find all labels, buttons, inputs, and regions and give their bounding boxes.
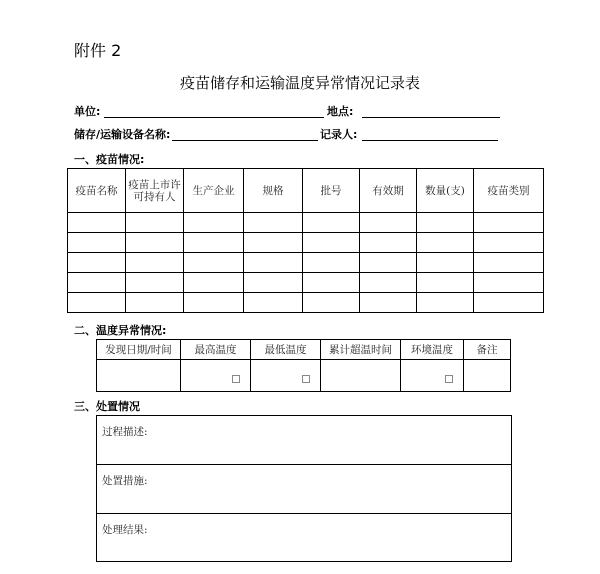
col-expiry: 有效期 — [360, 169, 417, 213]
device-name-field[interactable] — [172, 126, 318, 141]
col-min-temp: 最低温度 — [251, 340, 321, 360]
col-discovery-time: 发现日期/时间 — [97, 340, 181, 360]
vaccine-table — [67, 168, 544, 313]
table-cell[interactable] — [360, 253, 417, 273]
table-cell[interactable] — [417, 293, 474, 313]
ambient-temp-cell[interactable] — [401, 360, 464, 392]
table-cell[interactable] — [474, 273, 544, 293]
table-cell[interactable] — [360, 213, 417, 233]
location-field[interactable] — [362, 103, 500, 118]
col-quantity: 数量(支) — [417, 169, 474, 213]
table-cell[interactable] — [417, 233, 474, 253]
device-name-label: 储存/运输设备名称: — [74, 128, 171, 141]
table-cell[interactable] — [184, 273, 244, 293]
table-row — [68, 273, 544, 293]
table-cell[interactable] — [360, 233, 417, 253]
table-row — [68, 253, 544, 273]
table-cell[interactable] — [360, 273, 417, 293]
table-cell[interactable] — [303, 293, 360, 313]
table-cell[interactable] — [244, 233, 303, 253]
col-vaccine-name: 疫苗名称 — [68, 169, 126, 213]
recorder-field[interactable] — [362, 126, 498, 141]
table-cell[interactable] — [417, 213, 474, 233]
process-description-field[interactable] — [97, 416, 511, 465]
col-specification: 规格 — [244, 169, 303, 213]
table-cell[interactable] — [126, 253, 184, 273]
section-temperature-heading: 二、温度异常情况: — [74, 324, 167, 337]
table-cell[interactable] — [244, 293, 303, 313]
checkbox-icon[interactable] — [445, 375, 453, 383]
table-cell[interactable] — [474, 253, 544, 273]
temperature-table — [96, 339, 511, 392]
disposal-measures-label: 处置措施: — [102, 475, 148, 487]
max-temp-cell[interactable] — [181, 360, 251, 392]
table-cell[interactable] — [126, 273, 184, 293]
col-max-temp: 最高温度 — [181, 340, 251, 360]
unit-field[interactable] — [104, 103, 324, 118]
table-cell[interactable] — [68, 213, 126, 233]
table-cell[interactable] — [126, 213, 184, 233]
table-cell[interactable] — [68, 233, 126, 253]
table-cell[interactable] — [68, 293, 126, 313]
table-cell[interactable] — [68, 273, 126, 293]
table-cell[interactable] — [303, 213, 360, 233]
process-description-label: 过程描述: — [102, 426, 148, 438]
vaccine-header-row — [68, 169, 544, 213]
col-vaccine-category: 疫苗类别 — [474, 169, 544, 213]
section-disposal-heading: 三、处置情况 — [74, 400, 140, 413]
table-cell[interactable] — [68, 253, 126, 273]
table-cell[interactable] — [184, 293, 244, 313]
table-cell[interactable] — [244, 253, 303, 273]
col-remarks: 备注 — [464, 340, 511, 360]
table-row — [97, 360, 511, 392]
form-title: 疫苗储存和运输温度异常情况记录表 — [179, 74, 420, 92]
table-cell[interactable] — [303, 233, 360, 253]
table-cell[interactable] — [184, 233, 244, 253]
table-cell[interactable] — [303, 273, 360, 293]
table-cell[interactable] — [126, 233, 184, 253]
col-batch-number: 批号 — [303, 169, 360, 213]
remarks-cell[interactable] — [464, 360, 511, 392]
checkbox-icon[interactable] — [232, 375, 240, 383]
col-license-holder: 疫苗上市许可持有人 — [126, 169, 184, 213]
table-cell[interactable] — [474, 293, 544, 313]
location-label: 地点: — [327, 105, 354, 118]
table-cell[interactable] — [417, 253, 474, 273]
unit-label: 单位: — [74, 105, 101, 118]
disposal-box — [96, 415, 512, 562]
table-cell[interactable] — [303, 253, 360, 273]
handling-result-field[interactable] — [97, 514, 511, 561]
checkbox-icon[interactable] — [302, 375, 310, 383]
col-manufacturer: 生产企业 — [184, 169, 244, 213]
table-cell[interactable] — [244, 273, 303, 293]
min-temp-cell[interactable] — [251, 360, 321, 392]
disposal-measures-field[interactable] — [97, 465, 511, 514]
table-row — [68, 213, 544, 233]
recorder-label: 记录人: — [320, 128, 358, 141]
table-cell[interactable] — [126, 293, 184, 313]
col-ambient-temp: 环境温度 — [401, 340, 464, 360]
table-cell[interactable] — [360, 293, 417, 313]
table-cell[interactable] — [244, 213, 303, 233]
table-row — [68, 293, 544, 313]
table-row — [68, 233, 544, 253]
handling-result-label: 处理结果: — [102, 524, 148, 536]
section-vaccine-heading: 一、疫苗情况: — [74, 153, 145, 166]
attachment-label: 附件 2 — [74, 41, 122, 60]
discovery-time-cell[interactable] — [97, 360, 181, 392]
table-cell[interactable] — [474, 233, 544, 253]
col-overtemp-duration: 累计超温时间 — [321, 340, 401, 360]
table-cell[interactable] — [184, 213, 244, 233]
table-cell[interactable] — [417, 273, 474, 293]
table-cell[interactable] — [474, 213, 544, 233]
temperature-header-row — [97, 340, 511, 360]
overtemp-duration-cell[interactable] — [321, 360, 401, 392]
table-cell[interactable] — [184, 253, 244, 273]
